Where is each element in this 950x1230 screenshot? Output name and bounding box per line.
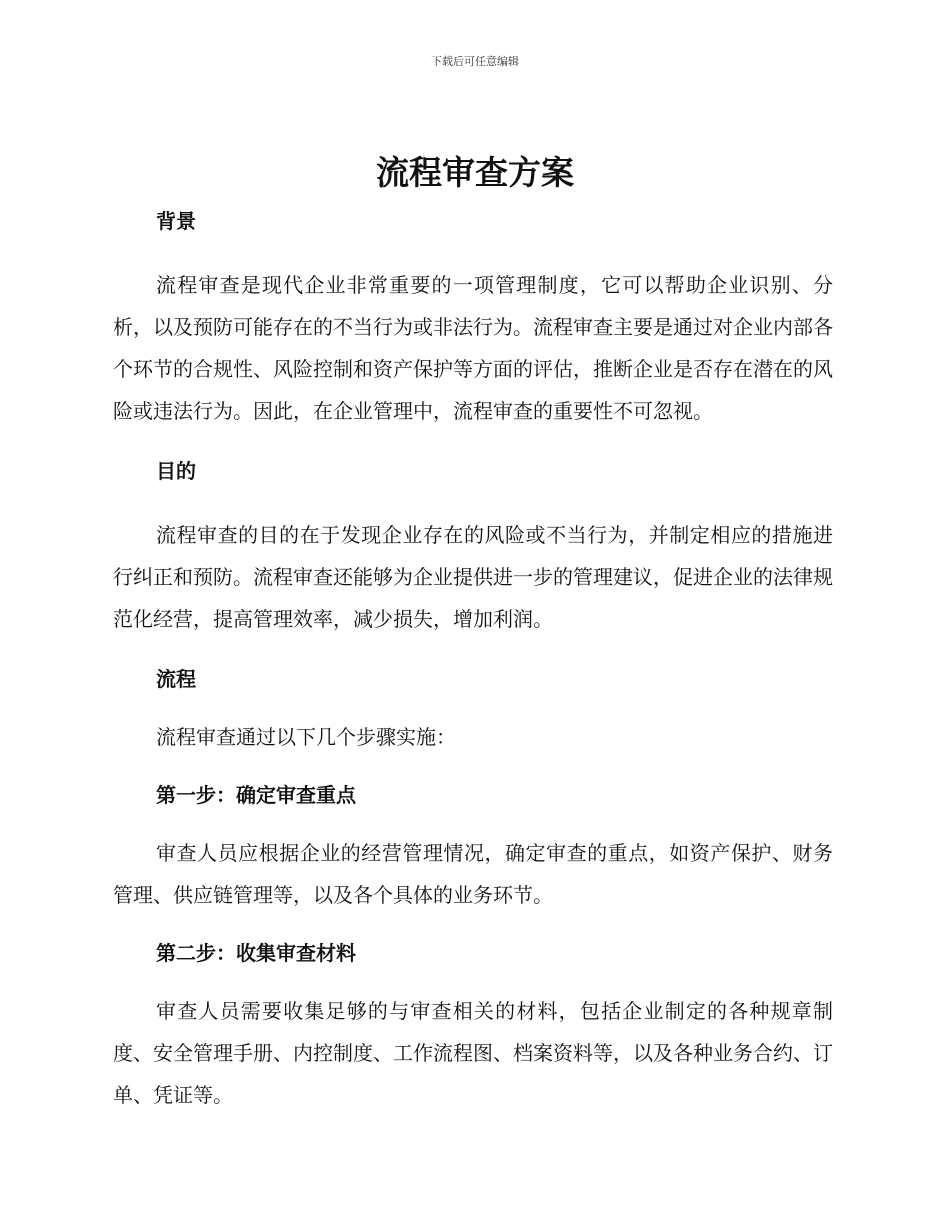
document-title: 流程审查方案 bbox=[376, 153, 574, 192]
document-body bbox=[113, 204, 833, 1116]
section-heading-purpose: 目的 bbox=[156, 459, 196, 483]
step-1-heading: 第一步：确定审查重点 bbox=[156, 783, 356, 807]
purpose-paragraph: 流程审查的目的在于发现企业存在的风险或不当行为，并制定相应的措施进行纠正和预防。流程审查还能够为企业提供进一步的管理建议，促进企业的法律规范化经营，提高管理效率，减少损失，增加利润。 bbox=[113, 523, 833, 631]
background-paragraph: 流程审查是现代企业非常重要的一项管理制度，它可以帮助企业识别、分析，以及预防可能存在的不当行为或非法行为。流程审查主要是通过对企业内部各个环节的合规性、风险控制和资产保护等方面的评估，推断企业是否存在潜在的风险或违法行为。因此，在企业管理中，流程审查的重要性不可忽视。 bbox=[113, 273, 833, 423]
step-2-heading: 第二步：收集审查材料 bbox=[156, 941, 356, 965]
step-1-paragraph: 审查人员应根据企业的经营管理情况，确定审查的重点，如资产保护、财务管理、供应链管理等，以及各个具体的业务环节。 bbox=[113, 841, 833, 907]
step-2-paragraph: 审查人员需要收集足够的与审查相关的材料，包括企业制定的各种规章制度、安全管理手册、内控制度、工作流程图、档案资料等，以及各种业务合约、订单、凭证等。 bbox=[113, 999, 833, 1107]
section-heading-process: 流程 bbox=[156, 667, 196, 691]
header-note: 下载后可任意编辑 bbox=[431, 55, 519, 68]
section-heading-background: 背景 bbox=[156, 209, 196, 233]
process-intro: 流程审查通过以下几个步骤实施： bbox=[156, 725, 456, 749]
